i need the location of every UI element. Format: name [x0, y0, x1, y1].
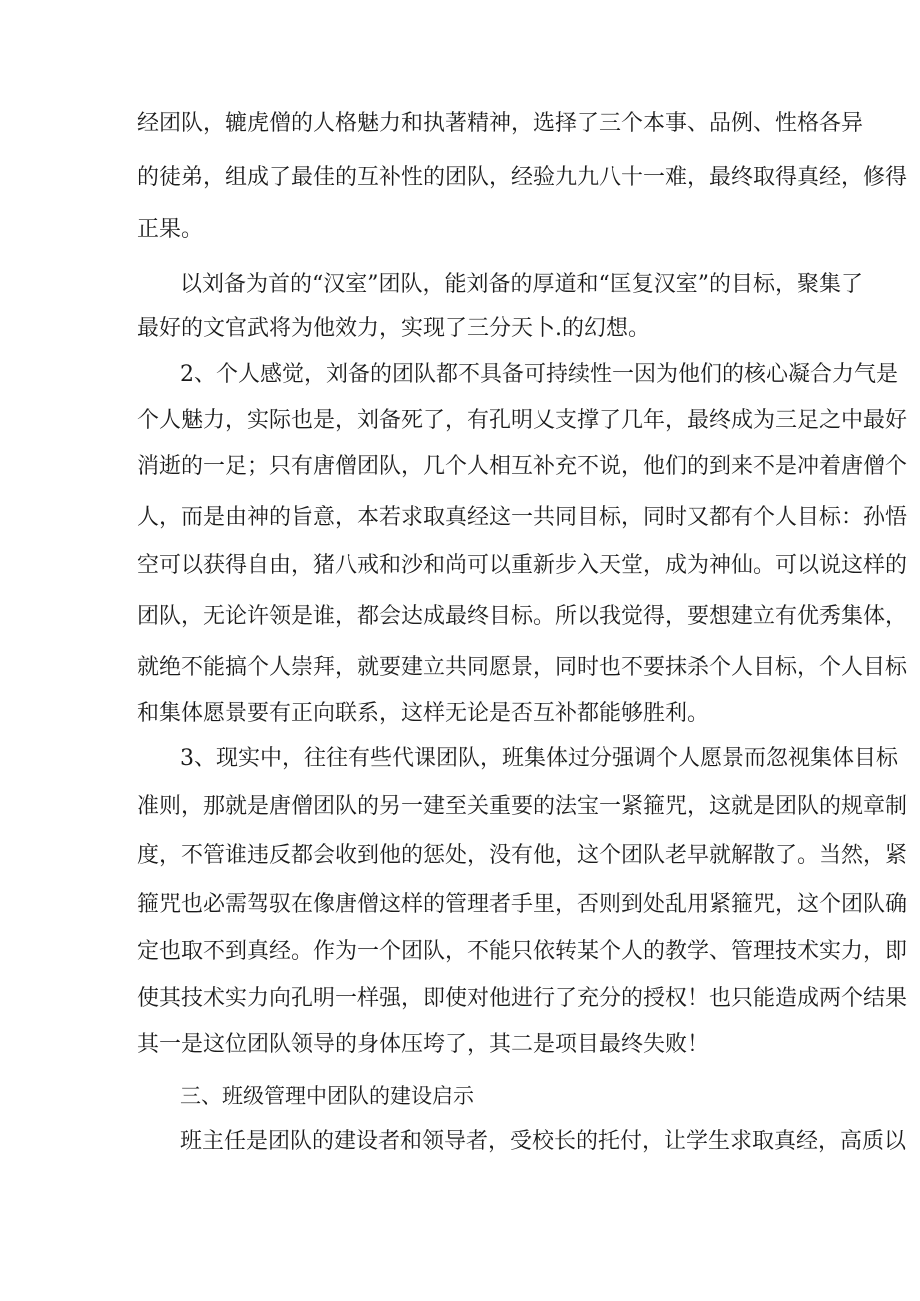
text-line: 团队，无论许领是谁，都会达成最终目标。所以我觉得，要想建立有优秀集体， — [137, 604, 908, 629]
text-line: 使其技术实力向孔明一样强，即使对他进行了充分的授权！也只能造成两个结果 — [137, 986, 908, 1011]
text-line: 最好的文官武将为他效力，实现了三分天卜.的幻想。 — [137, 316, 650, 341]
text-line: 正果。 — [137, 217, 204, 242]
text-line: 以刘备为首的“汉室”团队，能刘备的厚道和“匡复汉室”的目标，聚集了 — [180, 272, 863, 297]
text-line: 和集体愿景要有正向联系，这样无论是否互补都能够胜利。 — [137, 701, 710, 726]
text-line: 箍咒也必需驾驭在像唐僧这样的管理者手里，否则到处乱用紧箍咒，这个团队确 — [137, 892, 908, 917]
text-line: 的徒弟，组成了最佳的互补性的团队，经验九九八十一难，最终取得真经，修得 — [137, 165, 908, 190]
text-line: 3、现实中，往往有些代课团队，班集体过分强调个人愿景而忽视集体目标 — [180, 746, 898, 771]
text-line: 班主任是团队的建设者和领导者，受校长的托付，让学生求取真经，高质以 — [180, 1129, 907, 1154]
text-line: 准则，那就是唐僧团队的另一建至关重要的法宝一紧箍咒，这就是团队的规章制 — [137, 794, 908, 819]
text-line: 个人魅力，实际也是，刘备死了，有孔明乂支撑了几年，最终成为三足之中最好 — [137, 408, 908, 433]
text-line: 其一是这位团队领导的身体压垮了，其二是项目最终失败！ — [137, 1032, 710, 1057]
text-line: 消逝的一足；只有唐僧团队，几个人相互补充不说，他们的到来不是冲着唐僧个 — [137, 454, 908, 479]
text-line: 2、个人感觉，刘备的团队都不具备可持续性一因为他们的核心凝合力气是 — [180, 362, 898, 387]
text-line: 空可以获得自由，猪八戒和沙和尚可以重新步入天堂，成为神仙。可以说这样的 — [137, 553, 908, 578]
text-line: 就绝不能搞个人崇拜，就要建立共同愿景，同时也不要抹杀个人目标，个人目标 — [137, 655, 908, 680]
text-line: 人，而是由神的旨意，本若求取真经这一共同目标，同时又都有个人目标：孙悟 — [137, 505, 908, 530]
text-line: 定也取不到真经。作为一个团队，不能只依转某个人的教学、管理技术实力，即 — [137, 939, 908, 964]
text-line: 度，不管谁违反都会收到他的惩处，没有他，这个团队老早就解散了。当然，紧 — [137, 843, 908, 868]
section-heading: 三、班级管理中团队的建设启示 — [180, 1084, 474, 1108]
text-line: 经团队，辘虎僧的人格魅力和执著精神，选择了三个本事、品例、性格各异 — [137, 111, 864, 136]
